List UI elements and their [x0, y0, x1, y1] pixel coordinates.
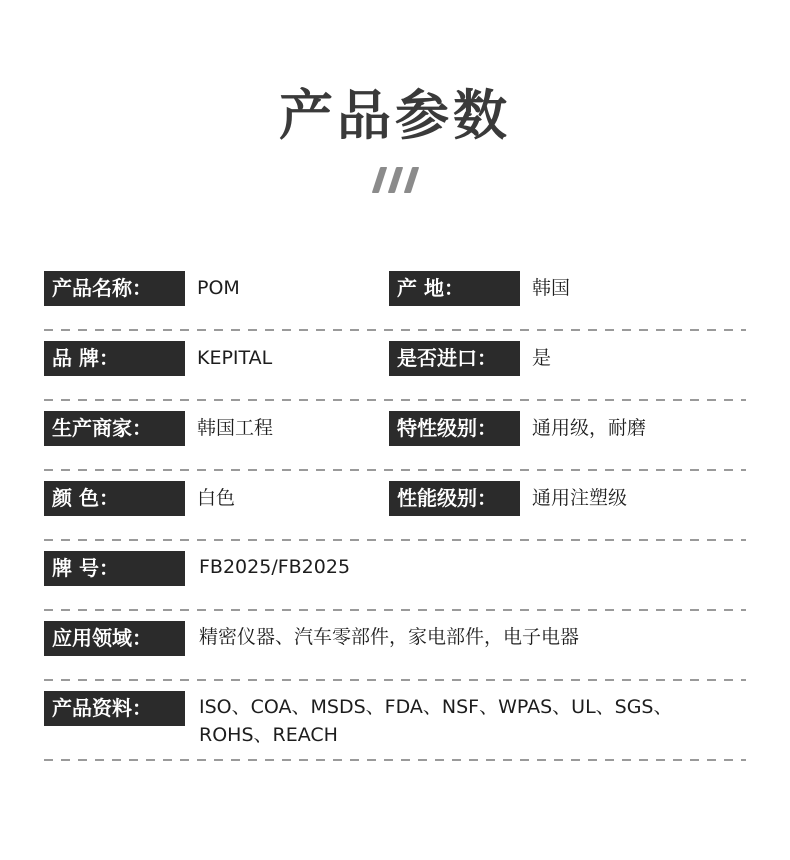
- spec-label: 性能级别：: [389, 481, 520, 516]
- spec-value: 通用级，耐磨: [532, 417, 647, 440]
- spec-cell-performance-grade: [389, 481, 746, 516]
- table-row: [44, 331, 746, 401]
- spec-value: 精密仪器、汽车零部件，家电部件，电子电器: [199, 626, 580, 649]
- spec-value: 韩国: [532, 277, 571, 300]
- spec-label: 牌 号：: [44, 551, 185, 586]
- spec-value: 韩国工程: [197, 417, 274, 440]
- spec-cell-grade-number: [44, 551, 746, 586]
- spec-label: 是否进口：: [389, 341, 520, 376]
- spec-cell-color: [44, 481, 389, 516]
- spec-cell-product-name: [44, 271, 389, 306]
- tick-mark-icon: [403, 167, 418, 193]
- spec-value: FB2025/FB2025: [199, 556, 351, 579]
- page-header: [0, 0, 790, 197]
- spec-value: 是: [532, 347, 552, 370]
- spec-label: 品 牌：: [44, 341, 185, 376]
- spec-value: 通用注塑级: [532, 487, 628, 510]
- spec-value: 白色: [197, 487, 236, 510]
- table-row: [44, 471, 746, 541]
- table-row: [44, 611, 746, 681]
- spec-cell-application-fields: [44, 621, 746, 656]
- table-row: [44, 261, 746, 331]
- spec-value: ISO、COA、MSDS、FDA、NSF、WPAS、UL、SGS、ROHS、REACH: [199, 696, 673, 746]
- table-row: [44, 401, 746, 471]
- spec-cell-origin: [389, 271, 746, 306]
- spec-cell-brand: [44, 341, 389, 376]
- spec-cell-manufacturer: [44, 411, 389, 446]
- spec-label: 颜 色：: [44, 481, 185, 516]
- spec-label: 生产商家：: [44, 411, 185, 446]
- spec-table: [44, 261, 746, 761]
- spec-label: 特性级别：: [389, 411, 520, 446]
- tick-mark-icon: [371, 167, 386, 193]
- tick-mark-icon: [387, 167, 402, 193]
- spec-label: 产品资料：: [44, 691, 185, 726]
- decorative-ticks: [0, 167, 790, 197]
- page-title: 产品参数: [279, 84, 511, 147]
- spec-label: 应用领域：: [44, 621, 185, 656]
- table-row: [44, 681, 746, 761]
- spec-value: KEPITAL: [197, 347, 273, 370]
- spec-value: POM: [197, 277, 240, 300]
- spec-cell-imported: [389, 341, 746, 376]
- spec-label: 产 地：: [389, 271, 520, 306]
- spec-cell-characteristic-grade: [389, 411, 746, 446]
- spec-label: 产品名称：: [44, 271, 185, 306]
- spec-cell-product-documents: [44, 691, 746, 749]
- table-row: [44, 541, 746, 611]
